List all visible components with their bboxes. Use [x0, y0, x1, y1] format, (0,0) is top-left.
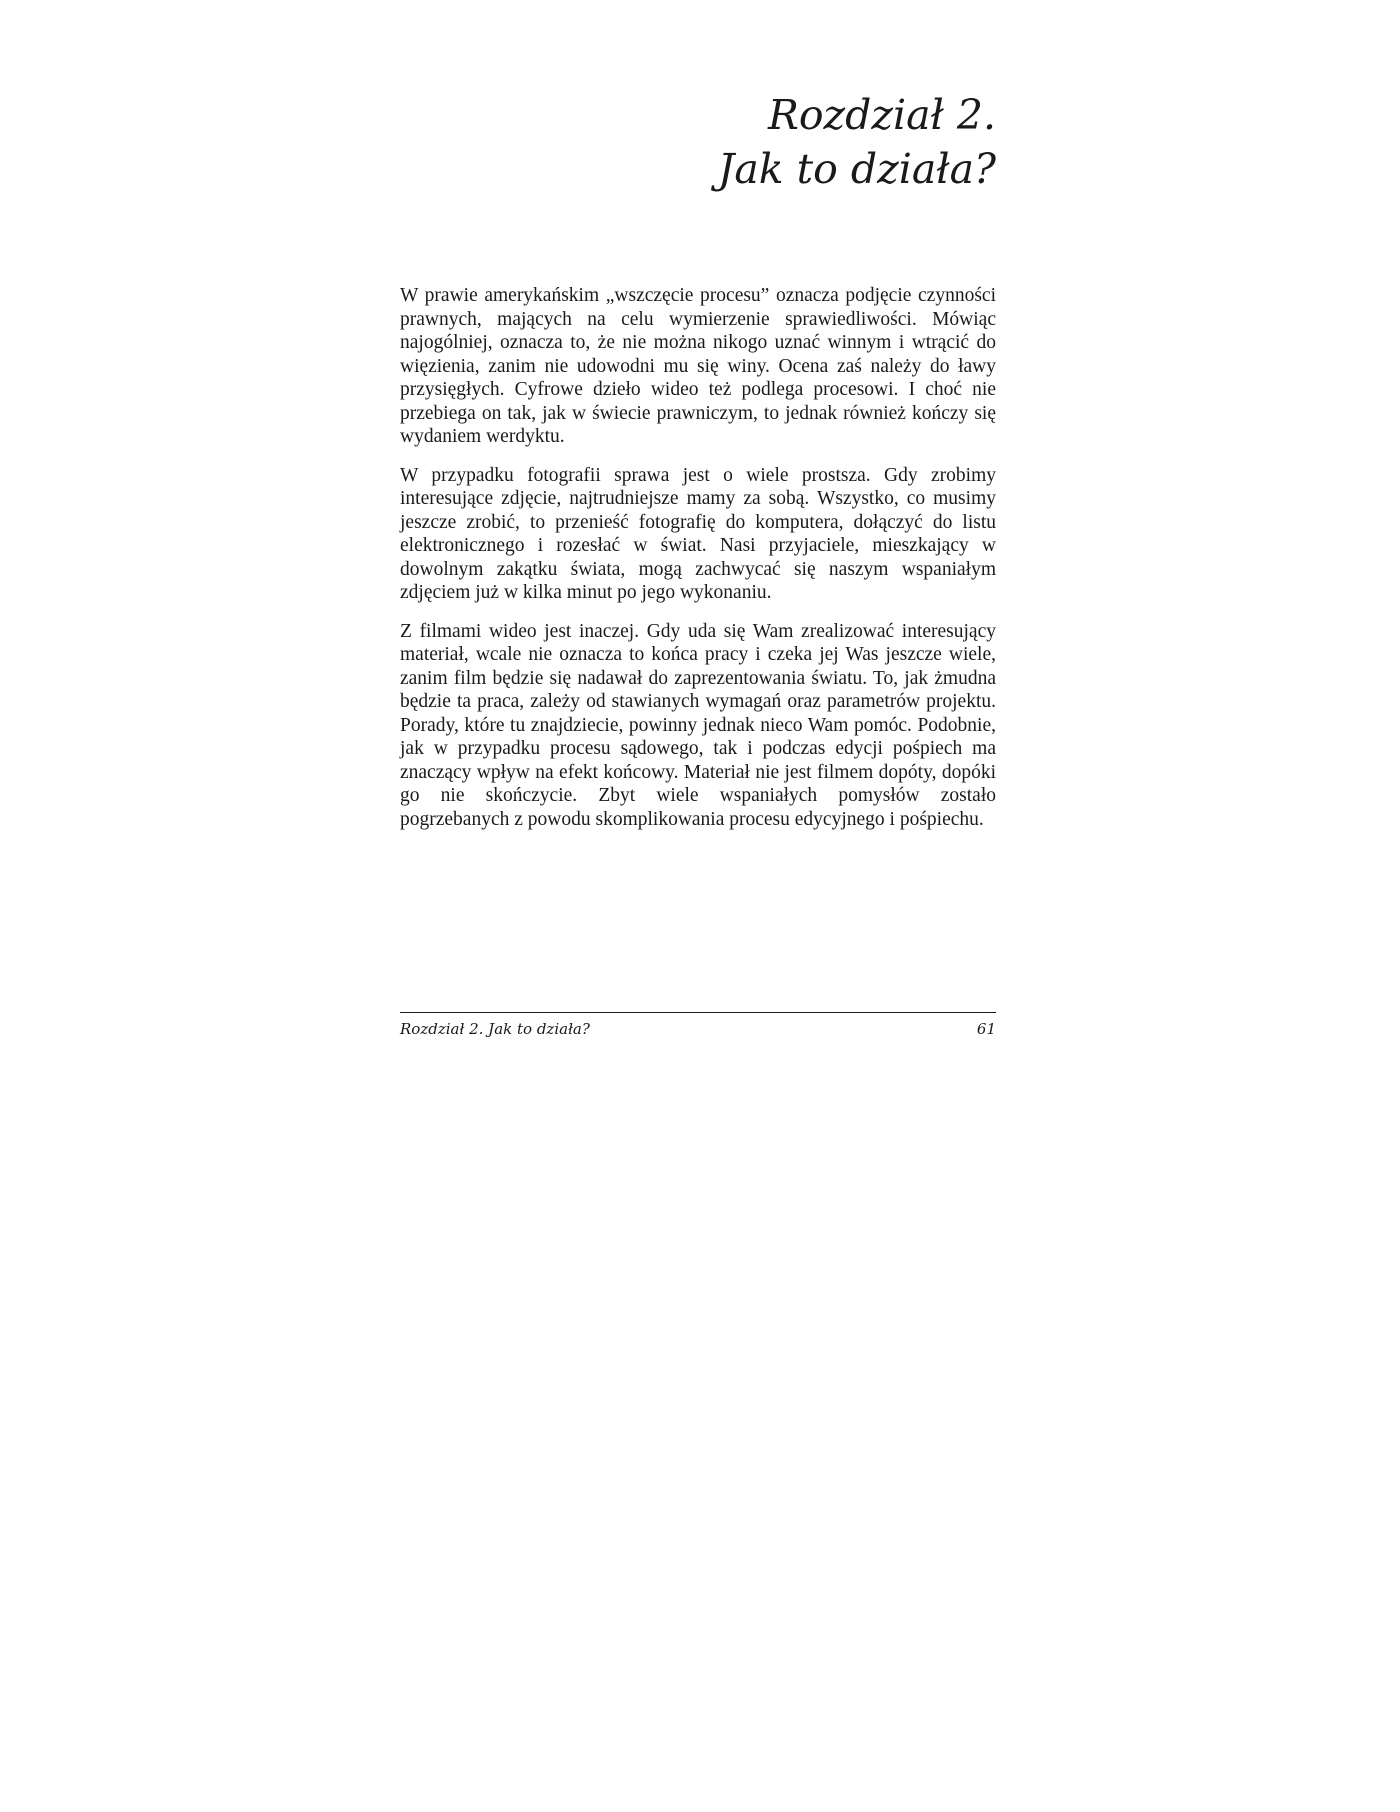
paragraph-2: W przypadku fotografii sprawa jest o wiele prostsza. Gdy zrobimy interesujące zdjęcie, najtrudniejsze mamy za sobą. Wszystko, co musimy jeszcze zrobić, to przenieść fotografię do komputera, dołączyć do listu elektronicznego i rozesłać w świat. Nasi przyjaciele, mieszkający w dowolnym zakątku świata, mogą zachwycać się naszym wspaniałym zdjęciem już w kilka minut po jego wykonaniu. — [400, 464, 996, 603]
body-text — [400, 284, 996, 846]
page-number: 61 — [976, 1020, 996, 1038]
chapter-title-line-2: Jak to działa? — [717, 145, 996, 193]
chapter-title — [400, 88, 996, 196]
chapter-title-line-1: Rozdział 2. — [767, 91, 996, 139]
footer-rule — [400, 1012, 996, 1013]
paragraph-3: Z filmami wideo jest inaczej. Gdy uda się Wam zrealizować interesujący materiał, wcale nie oznacza to końca pracy i czeka jej Was jeszcze wiele, zanim film będzie się nadawał do zaprezentowania światu. To, jak żmudna będzie ta praca, zależy od stawianych wymagań oraz parametrów projektu. Porady, które tu znajdziecie, powinny jednak nieco Wam pomóc. Podobnie, jak w przypadku procesu sądowego, tak i podczas edycji pośpiech ma znaczący wpływ na efekt końcowy. Materiał nie jest filmem dopóty, dopóki go nie skończycie. Zbyt wiele wspaniałych pomysłów zostało pogrzebanych z powodu skomplikowania procesu edycyjnego i pośpiechu. — [400, 620, 996, 830]
page-footer — [400, 1019, 996, 1039]
running-title: Rozdział 2. Jak to działa? — [400, 1020, 590, 1038]
paragraph-1: W prawie amerykańskim „wszczęcie procesu” oznacza podjęcie czynności prawnych, mających na celu wymierzenie sprawiedliwości. Mówiąc najogólniej, oznacza to, że nie można nikogo uznać winnym i wtrącić do więzienia, zanim nie udowodni mu się winy. Ocena zaś należy do ławy przysięgłych. Cyfrowe dzieło wideo też podlega procesowi. I choć nie przebiega on tak, jak w świecie prawniczym, to jednak również kończy się wydaniem werdyktu. — [400, 285, 996, 447]
